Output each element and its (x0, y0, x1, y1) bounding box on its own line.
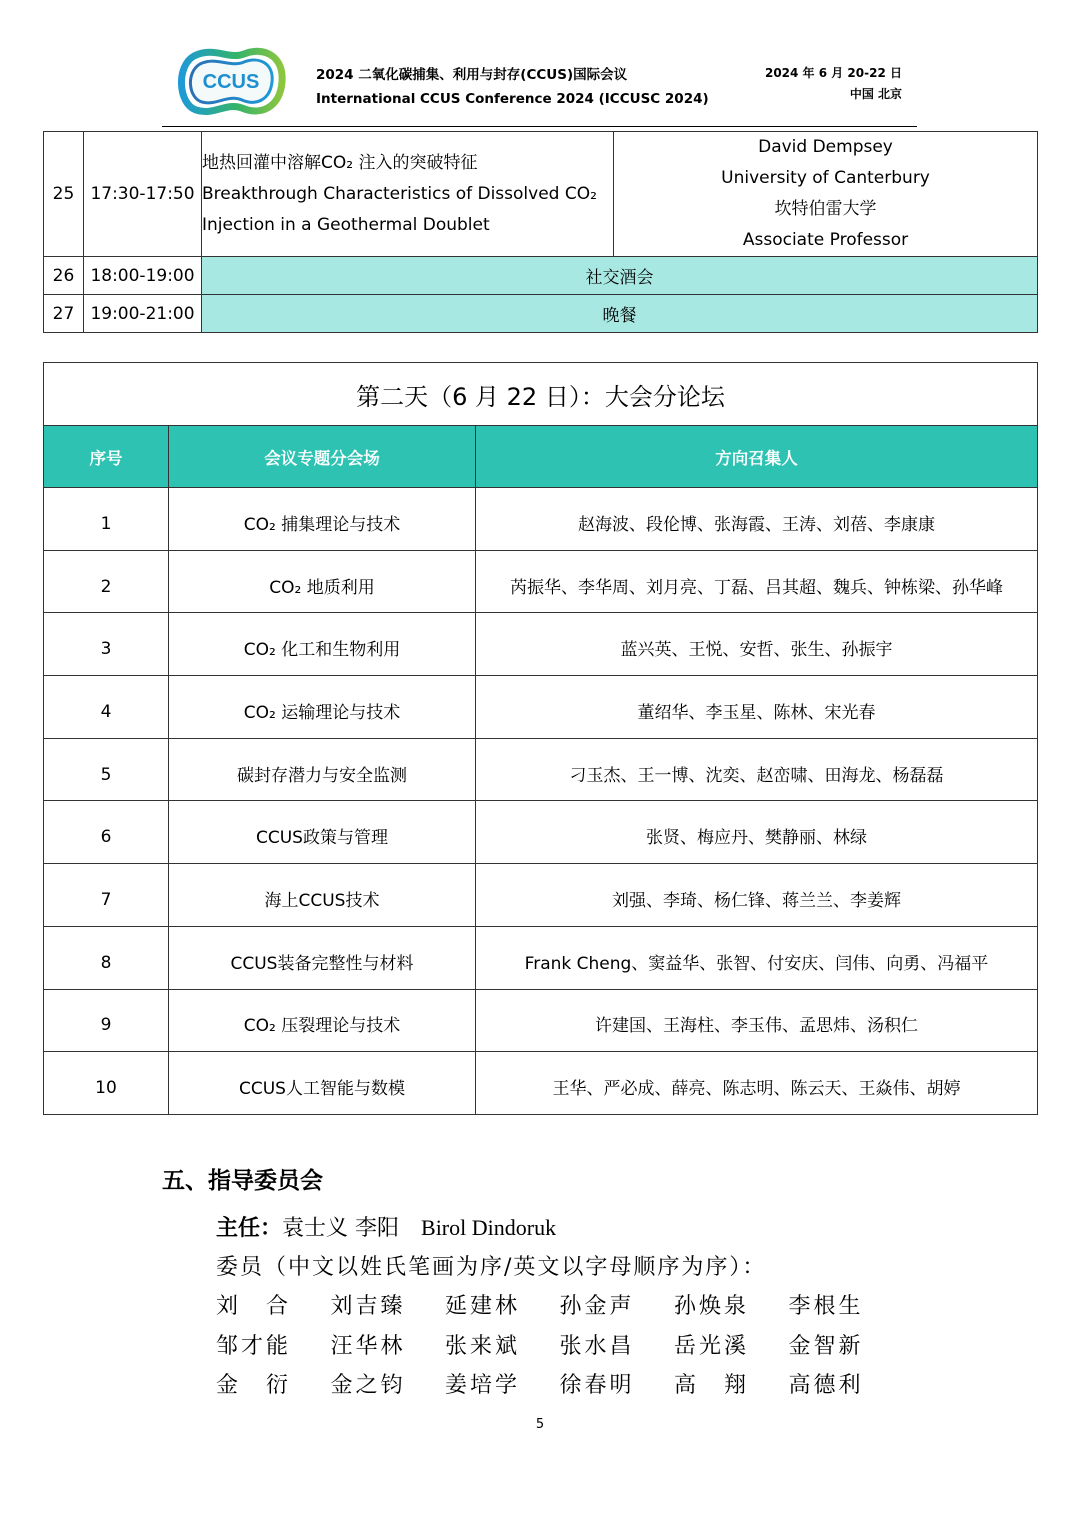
members-row (216, 1329, 916, 1369)
forum-conveners: 刘强、李琦、杨仁锋、蒋兰兰、李姜辉 (476, 864, 1038, 927)
forum-num: 4 (44, 676, 169, 739)
member-name: 孙金声 (559, 1294, 635, 1319)
schedule-row-27 (44, 295, 1038, 333)
schedule-row-26 (44, 257, 1038, 295)
forum-row (44, 488, 1038, 551)
members-list (216, 1289, 916, 1408)
forum-session: 海上CCUS技术 (169, 864, 476, 927)
forum-num: 5 (44, 738, 169, 801)
row-time: 18:00-19:00 (84, 257, 202, 295)
member-name: 金智新 (788, 1333, 864, 1359)
members-note: 委员（中文以姓氏笔画为序/英文以字母顺序为序）： (216, 1255, 767, 1280)
page-number: 5 (535, 1417, 545, 1432)
member-name: 刘 合 (216, 1294, 292, 1319)
forum-session: CCUS装备完整性与材料 (169, 926, 476, 989)
speaker-info (614, 132, 1038, 257)
forum-conveners: Frank Cheng、窦益华、张智、付安庆、闫伟、向勇、冯福平 (476, 926, 1038, 989)
event-cell: 社交酒会 (202, 257, 1038, 295)
chair-label: 主任： (216, 1215, 283, 1241)
forum-session: CCUS人工智能与数模 (169, 1052, 476, 1115)
forum-row (44, 676, 1038, 739)
forum-num: 10 (44, 1052, 169, 1115)
event-cell: 晚餐 (202, 295, 1038, 333)
forum-num: 6 (44, 801, 169, 864)
conference-location: 中国 北京 (849, 87, 902, 101)
row-number: 27 (44, 295, 84, 333)
schedule-table (43, 131, 1038, 333)
speaker-institution: University of Canterbury (721, 168, 930, 188)
forum-conveners: 蓝兴英、王悦、安哲、张生、孙振宇 (476, 613, 1038, 676)
forum-num: 9 (44, 989, 169, 1052)
row-number: 26 (44, 257, 84, 295)
forum-row (44, 864, 1038, 927)
member-name: 金之钧 (330, 1373, 406, 1398)
conference-date-location (760, 63, 902, 105)
header-session: 会议专题分会场 (169, 426, 476, 488)
members-row (216, 1289, 916, 1329)
conference-title-en: International CCUS Conference 2024 (ICCUSC 2024) (316, 91, 709, 107)
member-name: 邹才能 (216, 1333, 292, 1359)
forum-conveners: 刁玉杰、王一博、沈奕、赵峦啸、田海龙、杨磊磊 (476, 738, 1038, 801)
row-number: 25 (44, 132, 84, 257)
speaker-name: David Dempsey (758, 137, 893, 157)
speaker-institution-cn: 坎特伯雷大学 (774, 199, 877, 219)
member-name: 孙焕泉 (674, 1294, 750, 1319)
member-name: 姜培学 (445, 1373, 521, 1398)
forum-title: 第二天（6 月 22 日）：大会分论坛 (44, 363, 1038, 426)
schedule-row-25 (44, 132, 1038, 257)
talk-title-en-2: Injection in a Geothermal Doublet (202, 214, 490, 235)
conference-title (316, 63, 709, 111)
talk-title (202, 132, 614, 257)
member-name: 李根生 (788, 1294, 864, 1319)
member-name: 岳光溪 (674, 1333, 750, 1359)
forum-num: 3 (44, 613, 169, 676)
members-row (216, 1368, 916, 1408)
committee-chair (216, 1211, 556, 1242)
forum-row (44, 1052, 1038, 1115)
forum-conveners: 董绍华、李玉星、陈林、宋光春 (476, 676, 1038, 739)
forum-title-row (44, 363, 1038, 426)
forum-session: CO₂ 运输理论与技术 (169, 676, 476, 739)
member-name: 高 翔 (674, 1373, 750, 1398)
chair-names-cn: 袁士义 李阳 (282, 1216, 400, 1241)
forum-row (44, 989, 1038, 1052)
forum-header-row (44, 426, 1038, 488)
chair-name-en: Birol Dindoruk (421, 1215, 557, 1240)
member-name: 张水昌 (559, 1333, 635, 1359)
member-name: 张来斌 (445, 1333, 521, 1359)
member-name: 徐春明 (559, 1373, 635, 1398)
forum-row (44, 613, 1038, 676)
forum-session: 碳封存潜力与安全监测 (169, 738, 476, 801)
page-header (0, 0, 1080, 130)
forum-session: CO₂ 地质利用 (169, 550, 476, 613)
header-num: 序号 (44, 426, 169, 488)
member-name: 高德利 (788, 1373, 864, 1398)
forum-session: CO₂ 化工和生物利用 (169, 613, 476, 676)
talk-title-en-1: Breakthrough Characteristics of Dissolved CO₂ (202, 183, 597, 204)
section-title: 五、指导委员会 (162, 1168, 323, 1194)
conference-title-cn: 2024 二氧化碳捕集、利用与封存(CCUS)国际会议 (316, 67, 628, 83)
forum-row (44, 801, 1038, 864)
forum-row (44, 926, 1038, 989)
forum-session: CO₂ 捕集理论与技术 (169, 488, 476, 551)
forum-conveners: 张贤、梅应丹、樊静丽、林绿 (476, 801, 1038, 864)
header-divider (162, 126, 917, 127)
ccus-logo-icon (174, 46, 288, 118)
forum-session: CCUS政策与管理 (169, 801, 476, 864)
member-name: 汪华林 (330, 1333, 406, 1359)
talk-title-cn: 地热回灌中溶解CO₂ 注入的突破特征 (202, 152, 478, 173)
row-time: 17:30-17:50 (84, 132, 202, 257)
forum-conveners: 王华、严必成、薛亮、陈志明、陈云天、王焱伟、胡婷 (476, 1052, 1038, 1115)
svg-text:CCUS: CCUS (202, 71, 260, 93)
forum-num: 8 (44, 926, 169, 989)
member-name: 刘吉臻 (330, 1294, 406, 1319)
forum-conveners: 芮振华、李华周、刘月亮、丁磊、吕其超、魏兵、钟栋梁、孙华峰 (476, 550, 1038, 613)
forum-session: CO₂ 压裂理论与技术 (169, 989, 476, 1052)
row-time: 19:00-21:00 (84, 295, 202, 333)
speaker-position: Associate Professor (742, 230, 909, 250)
forum-row (44, 738, 1038, 801)
member-name: 延建林 (445, 1294, 521, 1319)
forum-conveners: 赵海波、段伦博、张海霞、王涛、刘蓓、李康康 (476, 488, 1038, 551)
forum-row (44, 550, 1038, 613)
header-conveners: 方向召集人 (476, 426, 1038, 488)
forum-num: 1 (44, 488, 169, 551)
forum-conveners: 许建国、王海柱、李玉伟、孟思炜、汤积仁 (476, 989, 1038, 1052)
member-name: 金 衍 (216, 1373, 292, 1398)
forum-num: 7 (44, 864, 169, 927)
forum-num: 2 (44, 550, 169, 613)
forum-table (43, 362, 1038, 1115)
conference-date: 2024 年 6 月 20-22 日 (764, 66, 902, 80)
